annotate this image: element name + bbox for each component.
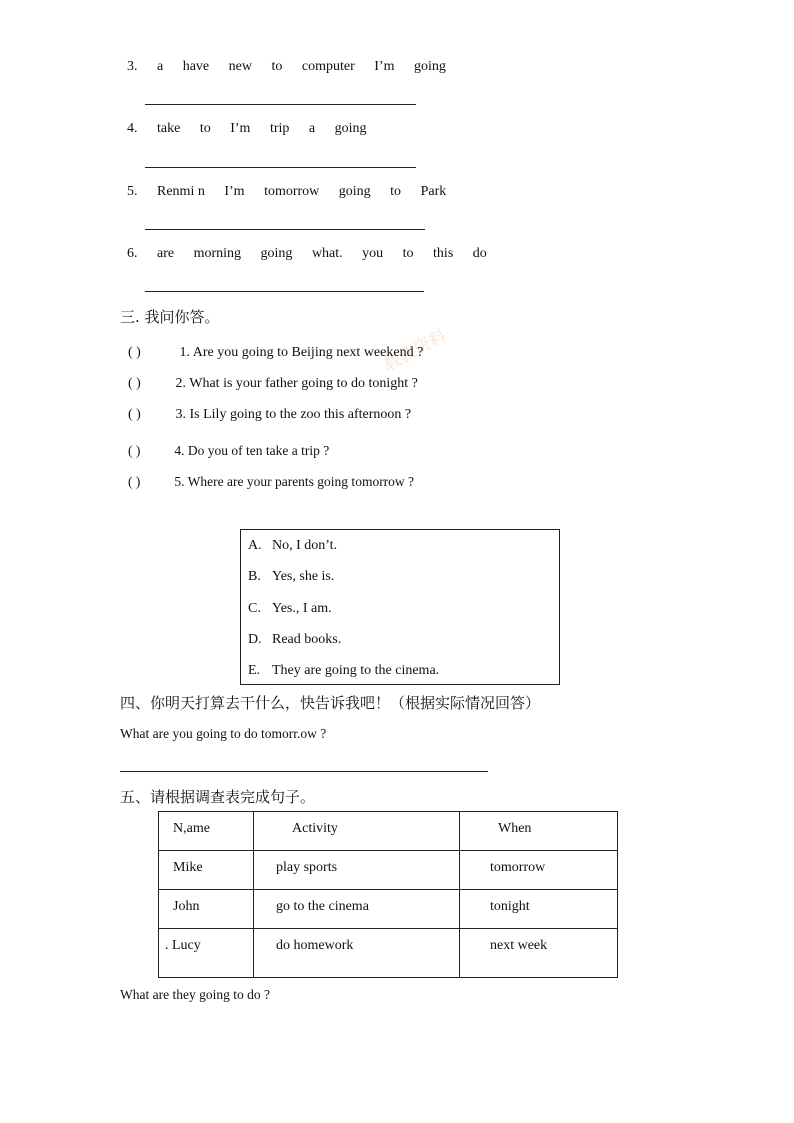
- question-row: [128, 376, 418, 392]
- option-text: Yes, she is.: [272, 569, 335, 584]
- answer-paren[interactable]: ( ): [128, 407, 141, 422]
- answer-line[interactable]: [120, 771, 488, 772]
- word: I’m: [374, 59, 395, 74]
- answer-line[interactable]: [145, 104, 416, 105]
- header-cell: Activity: [254, 812, 460, 851]
- option-text: Read books.: [272, 632, 342, 647]
- section-4-title: 四、你明天打算去干什么，快告诉我吧！（根据实际情况回答）: [120, 694, 541, 712]
- table-cell: play sports: [254, 851, 460, 890]
- item-number: 4.: [127, 121, 138, 136]
- word: what.: [311, 246, 343, 261]
- table-cell: do homework: [254, 929, 460, 978]
- answer-paren[interactable]: ( ): [128, 474, 141, 489]
- option-text: Yes., I am.: [272, 601, 332, 616]
- reorder-item-5: [127, 184, 446, 200]
- question-row: [128, 407, 411, 423]
- word: to: [271, 59, 283, 74]
- section-3-title: 三. 我问你答。: [120, 308, 220, 326]
- answer-line[interactable]: [145, 167, 416, 168]
- section-5-title: 五、请根据调查表完成句子。: [120, 788, 316, 806]
- question-text: 4. Do you of ten take a trip ?: [174, 443, 330, 458]
- option-e: [248, 663, 439, 679]
- option-letter: D.: [248, 632, 262, 647]
- question-row: [128, 345, 423, 361]
- word: to: [390, 184, 402, 199]
- word: this: [433, 246, 454, 261]
- word: computer: [301, 59, 355, 74]
- question-text: 5. Where are your parents going tomorrow ?: [174, 474, 415, 489]
- table-cell: tomorrow: [460, 851, 618, 890]
- item-number: 3.: [127, 59, 138, 74]
- word: take: [157, 121, 181, 136]
- section-5-question: What are they going to do ?: [120, 987, 270, 1002]
- word: I’m: [230, 121, 251, 136]
- option-letter: A.: [248, 538, 262, 553]
- table-cell: Mike: [159, 851, 254, 890]
- question-text: 1. Are you going to Beijing next weekend ?: [179, 345, 424, 360]
- word: Park: [420, 184, 447, 199]
- word: a: [308, 121, 316, 136]
- item-number: 5.: [127, 184, 138, 199]
- question-text: 2. What is your father going to do tonight ?: [175, 376, 418, 391]
- table-header-row: [159, 812, 618, 851]
- question-row: [128, 474, 414, 490]
- word: are: [157, 246, 175, 261]
- option-c: [248, 601, 332, 617]
- answer-paren[interactable]: ( ): [128, 345, 141, 360]
- header-cell: When: [460, 812, 618, 851]
- reorder-item-3: [127, 59, 446, 75]
- table-row: [159, 851, 618, 890]
- word: going: [334, 121, 367, 136]
- table-cell: next week: [460, 929, 618, 978]
- option-b: [248, 569, 334, 585]
- word: to: [402, 246, 414, 261]
- item-number: 6.: [127, 246, 138, 261]
- table-cell: . Lucy: [159, 929, 254, 978]
- answer-line[interactable]: [145, 229, 425, 230]
- section-4-question: What are you going to do tomorr.ow ?: [120, 726, 327, 741]
- option-letter: B.: [248, 569, 261, 584]
- word: Renmi n: [157, 184, 205, 199]
- option-text: No, I don’t.: [272, 538, 338, 553]
- word: have: [182, 59, 210, 74]
- header-cell: N,ame: [159, 812, 254, 851]
- answer-line[interactable]: [145, 291, 424, 292]
- answer-options-box: [240, 529, 560, 685]
- word: to: [199, 121, 211, 136]
- option-letter: E.: [248, 663, 261, 678]
- word: tomorrow: [264, 184, 320, 199]
- reorder-item-6: [127, 246, 487, 262]
- reorder-item-4: [127, 121, 367, 137]
- question-row: [128, 443, 329, 459]
- answer-paren[interactable]: ( ): [128, 376, 141, 391]
- survey-table: [158, 811, 618, 978]
- word: trip: [269, 121, 290, 136]
- word: going: [338, 184, 371, 199]
- option-d: [248, 632, 341, 648]
- word: morning: [193, 246, 242, 261]
- table-row: [159, 929, 618, 978]
- option-text: They are going to the cinema.: [272, 663, 440, 678]
- word: a: [157, 59, 164, 74]
- word: going: [260, 246, 293, 261]
- word: new: [228, 59, 252, 74]
- answer-paren[interactable]: ( ): [128, 443, 141, 458]
- word: I’m: [224, 184, 245, 199]
- table-cell: tonight: [460, 890, 618, 929]
- option-letter: C.: [248, 601, 261, 616]
- table-row: [159, 890, 618, 929]
- question-text: 3. Is Lily going to the zoo this afternoon ?: [175, 407, 412, 422]
- watermark: 载教资料: [380, 325, 450, 376]
- word: do: [472, 246, 487, 261]
- table-cell: go to the cinema: [254, 890, 460, 929]
- word: going: [413, 59, 446, 74]
- word: you: [362, 246, 384, 261]
- option-a: [248, 538, 337, 554]
- table-cell: John: [159, 890, 254, 929]
